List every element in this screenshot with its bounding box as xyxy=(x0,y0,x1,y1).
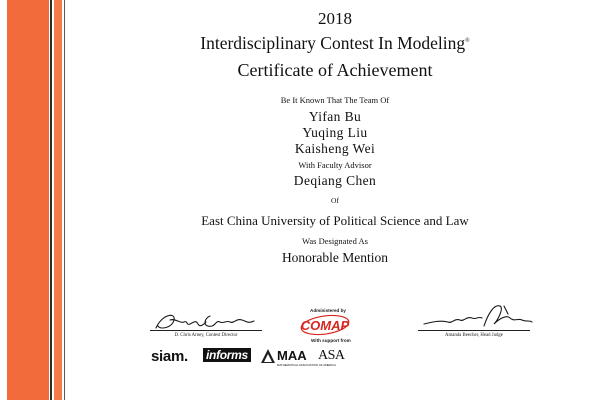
contest-name-text: Interdisciplinary Contest In Modeling xyxy=(200,33,466,53)
comap-logo-text: COMAP xyxy=(300,318,350,333)
maa-triangle-icon xyxy=(260,348,276,364)
judge-signature-line xyxy=(418,330,530,331)
maa-logo-text: MAA xyxy=(277,348,307,363)
siam-logo: siam. xyxy=(151,348,188,365)
team-member-3: Kaisheng Wei xyxy=(294,141,376,156)
contest-name xyxy=(70,33,600,54)
institution-name: East China University of Political Science and Law xyxy=(201,213,469,228)
designation-label: Was Designated As xyxy=(302,236,368,246)
judge-caption: Amanda Beecher, Head Judge xyxy=(445,333,503,338)
comap-logo xyxy=(296,312,354,338)
director-caption: D. Chris Arney, Contest Director xyxy=(174,333,238,338)
advisor-label: With Faculty Advisor xyxy=(298,160,372,170)
administered-by-label: Administered by xyxy=(310,308,346,313)
decorative-dark-stripe xyxy=(50,0,52,400)
decorative-thin-dark-stripe xyxy=(64,0,65,400)
informs-logo: informs xyxy=(203,348,251,362)
judge-signature xyxy=(418,300,536,332)
of-label: Of xyxy=(331,196,339,205)
contest-year: 2018 xyxy=(318,9,352,28)
maa-subtitle: MATHEMATICAL ASSOCIATION OF AMERICA xyxy=(277,363,336,367)
decorative-thin-orange-stripe xyxy=(54,0,62,400)
faculty-advisor: Deqiang Chen xyxy=(293,173,377,188)
support-label: With support from xyxy=(311,338,351,343)
director-signature-line xyxy=(150,330,262,331)
team-member-1: Yifan Bu xyxy=(308,109,362,124)
certificate-title: Certificate of Achievement xyxy=(237,60,433,80)
asa-logo: ASA xyxy=(318,348,345,363)
decorative-orange-stripe xyxy=(7,0,49,400)
team-member-2: Yuqing Liu xyxy=(302,125,368,140)
registered-mark: ® xyxy=(465,38,470,45)
award-designation: Honorable Mention xyxy=(281,250,389,265)
intro-text: Be It Known That The Team Of xyxy=(280,95,390,105)
